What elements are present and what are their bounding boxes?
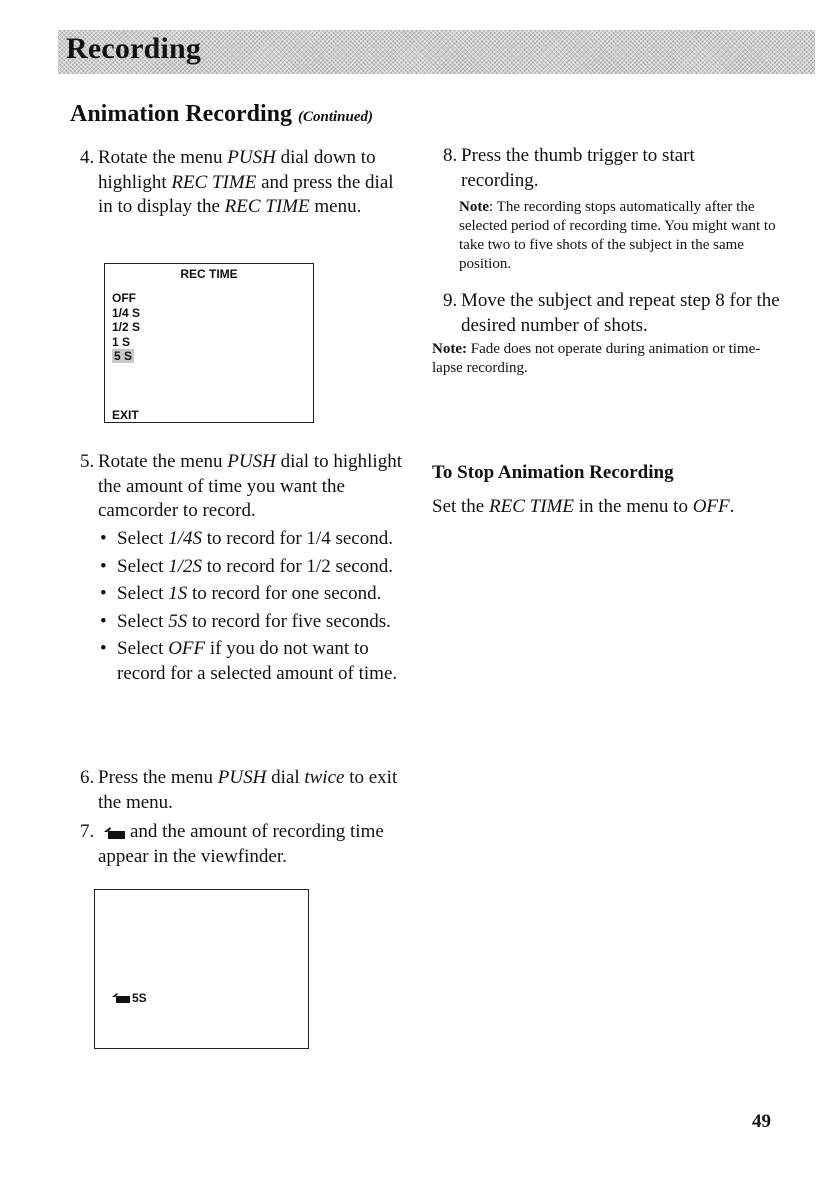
step-5: 5. Rotate the menu PUSH dial to highlight the amount of time you want the camcorder to record. bbox=[80, 451, 402, 521]
page-number: 49 bbox=[752, 1111, 771, 1132]
section-title: Recording bbox=[66, 32, 202, 65]
rec-time-menu-illustration bbox=[104, 263, 314, 423]
bullet-item: • Select OFF if you do not want to record for a selected amount of time. bbox=[100, 638, 398, 684]
menu-item-one: 1 S bbox=[112, 334, 131, 349]
heading-title: Animation Recording bbox=[70, 101, 292, 127]
note-recording-stops: Note: The recording stops automatically after the selected period of recording time. You might want to take two to five shots of the subject in the same position. bbox=[459, 199, 776, 272]
step-8: 8. Press the thumb trigger to start recording. bbox=[443, 145, 695, 191]
step-6: 6. Press the menu PUSH dial twice to exit the menu. bbox=[80, 767, 398, 813]
bullet-item: • Select 1/2S to record for 1/2 second. bbox=[100, 555, 393, 577]
heading-continued: (Continued) bbox=[298, 109, 374, 125]
step-4: 4. Rotate the menu PUSH dial down to highlight REC TIME and press the dial in to display the REC TIME menu. bbox=[80, 147, 394, 217]
bullet-item: • Select 1/4S to record for 1/4 second. bbox=[100, 528, 393, 549]
camera-icon bbox=[102, 826, 126, 840]
viewfinder-rec-time: 5S bbox=[132, 991, 147, 1005]
menu-item-half: 1/2 S bbox=[112, 320, 141, 334]
stop-section-title: To Stop Animation Recording bbox=[432, 462, 674, 483]
section-banner bbox=[58, 30, 815, 74]
menu-item-quarter: 1/4 S bbox=[112, 305, 141, 320]
menu-item-off: OFF bbox=[112, 291, 136, 305]
menu-title: REC TIME bbox=[180, 267, 238, 281]
menu-item-five-selected: 5 S bbox=[114, 349, 133, 363]
viewfinder-illustration bbox=[94, 889, 309, 1049]
menu-items bbox=[112, 291, 140, 364]
step-5-bullets bbox=[100, 527, 420, 689]
page-heading bbox=[70, 101, 373, 128]
step-7: 7. and the amount of recording time appear in the viewfinder. bbox=[80, 821, 384, 867]
note-fade: Note: Fade does not operate during animation or time-lapse recording. bbox=[432, 341, 761, 376]
bullet-item: • Select 5S to record for five seconds. bbox=[100, 610, 391, 632]
menu-exit: EXIT bbox=[112, 408, 139, 422]
bullet-item: • Select 1S to record for one second. bbox=[100, 583, 382, 604]
step-9: 9. Move the subject and repeat step 8 for the desired number of shots. bbox=[443, 290, 780, 336]
camera-icon bbox=[111, 992, 131, 1003]
stop-section-text: Set the REC TIME in the menu to OFF. bbox=[432, 496, 735, 517]
